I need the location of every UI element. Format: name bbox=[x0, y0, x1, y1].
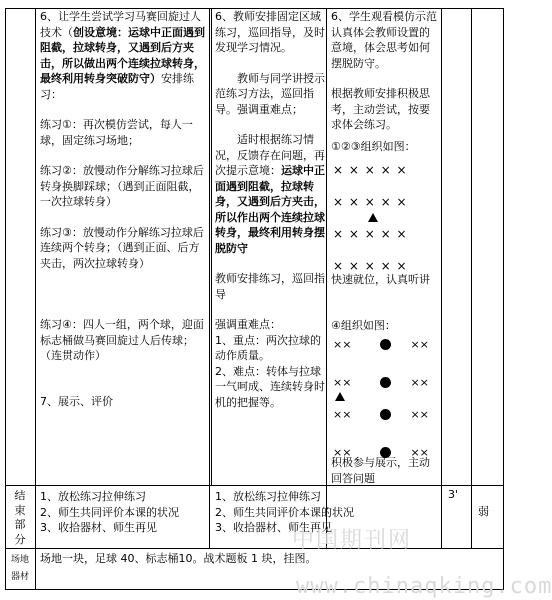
practice-intro bbox=[40, 9, 206, 102]
key-point-2: 2、难点：转体与拉球一气呵成、连续转身时机的把握等。 bbox=[215, 364, 325, 409]
end-section-label bbox=[8, 489, 32, 547]
end-item: 2、师生共同评价本课的状况 bbox=[40, 505, 179, 519]
end-item: 1、放松练习拉伸练习 bbox=[215, 490, 321, 503]
exercise-3: 练习③：放慢动作分解练习拉球后连续两个转身；（遇到正面、后方夹击，两次拉球转身） bbox=[40, 225, 204, 270]
teacher-step-6: 6、教师安排固定区域练习，巡回指导，及时发现学习情况。 bbox=[215, 10, 325, 54]
key-points-title: 强调重难点： bbox=[215, 318, 281, 331]
col-divider-5 bbox=[471, 8, 472, 548]
formation-2-title-cell bbox=[331, 318, 439, 334]
equipment-label-line: 器材 bbox=[10, 572, 29, 582]
end-label-char: 分 bbox=[14, 532, 26, 546]
showcase-evaluation: 7、展示、评价 bbox=[40, 395, 113, 408]
player-pair: ×× bbox=[333, 375, 352, 389]
col-divider-2a bbox=[209, 8, 210, 548]
formation-2-row bbox=[333, 371, 441, 393]
formation-2-spacer bbox=[333, 425, 441, 441]
equipment-label bbox=[7, 552, 33, 586]
formation-row: × × × × × bbox=[333, 163, 408, 177]
formation-diagram-1 bbox=[333, 163, 439, 274]
player-pair: ×× bbox=[333, 337, 352, 351]
teacher-triangle-icon bbox=[335, 392, 345, 401]
teacher-marker-row-2 bbox=[333, 393, 441, 403]
player-pair: ×× bbox=[410, 375, 429, 389]
end-item: 3、收拾器材、师生再见 bbox=[215, 521, 332, 534]
main-content-cell bbox=[40, 9, 206, 271]
teacher-scenario-text: 运球中正面遇到阻截，拉球转身，又遇到后方夹击，所以作出两个连续拉球转身，最终利用转身摆脱防守 bbox=[215, 164, 325, 255]
end-intensity: 弱 bbox=[478, 505, 489, 518]
formation-diagram-2 bbox=[333, 333, 441, 463]
formation-row: × × × × × bbox=[333, 195, 408, 209]
exercise-7-cell bbox=[40, 394, 206, 410]
equipment-label-line: 场地 bbox=[10, 555, 29, 565]
formation-row: × × × × × bbox=[333, 259, 408, 273]
equipment-text: 场地一块，足球 40、标志桶10。战术题板 1 块，挂图。 bbox=[40, 552, 317, 565]
showcase-participation-cell bbox=[331, 455, 439, 486]
teacher-triangle-icon bbox=[368, 213, 378, 222]
practice-arrangement-label: 安排练习： bbox=[40, 72, 194, 101]
exercise-4: 练习④：四人一组，两个球，迎面标志桶做马赛回旋过人后传球；（连贯动作） bbox=[40, 318, 204, 362]
watermark-url: www.chinaqking.com bbox=[296, 574, 552, 599]
formation-row: × × × × × bbox=[333, 227, 408, 241]
player-pair: ×× bbox=[410, 337, 429, 351]
formation-2-title: ④组织如图： bbox=[331, 319, 396, 332]
formation-2-row bbox=[333, 403, 441, 425]
watermark-chinese: 中国期刊网 bbox=[292, 528, 413, 553]
exercise-2: 练习②：放慢动作分解练习拉球后转身换脚踩球；（遇到正面阻截，一次拉球转身） bbox=[40, 164, 204, 208]
key-point-1: 1、重点：两次拉球的动作质量。 bbox=[215, 333, 321, 362]
end-label-char: 部 bbox=[14, 518, 26, 531]
formation-2-spacer bbox=[333, 355, 441, 371]
teacher-demo: 教师与同学讲授示范练习方法，巡回指导。强调重难点； bbox=[215, 71, 325, 116]
teacher-feedback-text: 适时根据练习情况，反馈存在问题，再次提示意境： bbox=[215, 133, 325, 177]
quick-position: 快速就位，认真听讲 bbox=[331, 273, 430, 286]
col-divider-2b bbox=[211, 8, 212, 485]
teacher-marker-row bbox=[333, 210, 439, 227]
formation-2-row bbox=[333, 333, 441, 355]
player-pair: ×× bbox=[410, 445, 429, 459]
end-item: 2、师生共同评价本课的状况 bbox=[215, 505, 354, 519]
student-practice: 根据教师安排积极思考，主动尝试，按要求体会练习。 bbox=[331, 87, 430, 131]
player-pair: ×× bbox=[333, 445, 352, 459]
end-label-char: 结 bbox=[14, 489, 26, 502]
end-time: 3' bbox=[448, 488, 459, 501]
cone-marker-icon bbox=[380, 339, 391, 350]
cone-marker-icon bbox=[380, 409, 391, 420]
teacher-feedback bbox=[215, 132, 325, 256]
row-divider-equipment bbox=[5, 548, 503, 549]
end-label-char: 束 bbox=[14, 503, 26, 517]
player-pair: ×× bbox=[410, 407, 429, 421]
exercise-1: 练习①：再次模仿尝试，每人一球，固定练习场地； bbox=[40, 118, 193, 147]
col-divider-3 bbox=[326, 8, 327, 548]
end-item: 3、收拾器材、师生再见 bbox=[40, 521, 157, 534]
cone-marker-icon bbox=[380, 377, 391, 388]
exercise-4-cell bbox=[40, 317, 206, 364]
quick-position-cell bbox=[331, 272, 439, 288]
end-item: 1、放松练习拉伸练习 bbox=[40, 490, 146, 503]
student-step-6: 6、学生观看模仿示范认真体会教师设置的意境，体会思考如何摆脱防守。 bbox=[331, 10, 437, 70]
student-activity-cell bbox=[331, 9, 439, 154]
showcase-participation: 积极参与展示，主动回答问题 bbox=[331, 456, 430, 485]
end-content-cell bbox=[40, 489, 206, 536]
practice-intro-text: 6、让学生尝试学习马赛回旋过人技术（ bbox=[40, 10, 201, 39]
table-right-border bbox=[503, 8, 504, 590]
practice-scenario-text: 创设意境：运球中正面遇到阻截，拉球转身，又遇到后方夹击，所以做出两个连续拉球转身，最终利用转身突破防守） bbox=[40, 25, 205, 85]
col-divider-1 bbox=[35, 8, 36, 590]
teacher-activity-cell bbox=[215, 9, 325, 410]
formation-1-title: ①②③组织如图： bbox=[331, 139, 416, 153]
col-divider-4 bbox=[441, 8, 442, 548]
table-left-border bbox=[5, 8, 6, 590]
teacher-patrol: 教师安排练习，巡回指导 bbox=[215, 272, 325, 301]
player-pair: ×× bbox=[333, 407, 352, 421]
